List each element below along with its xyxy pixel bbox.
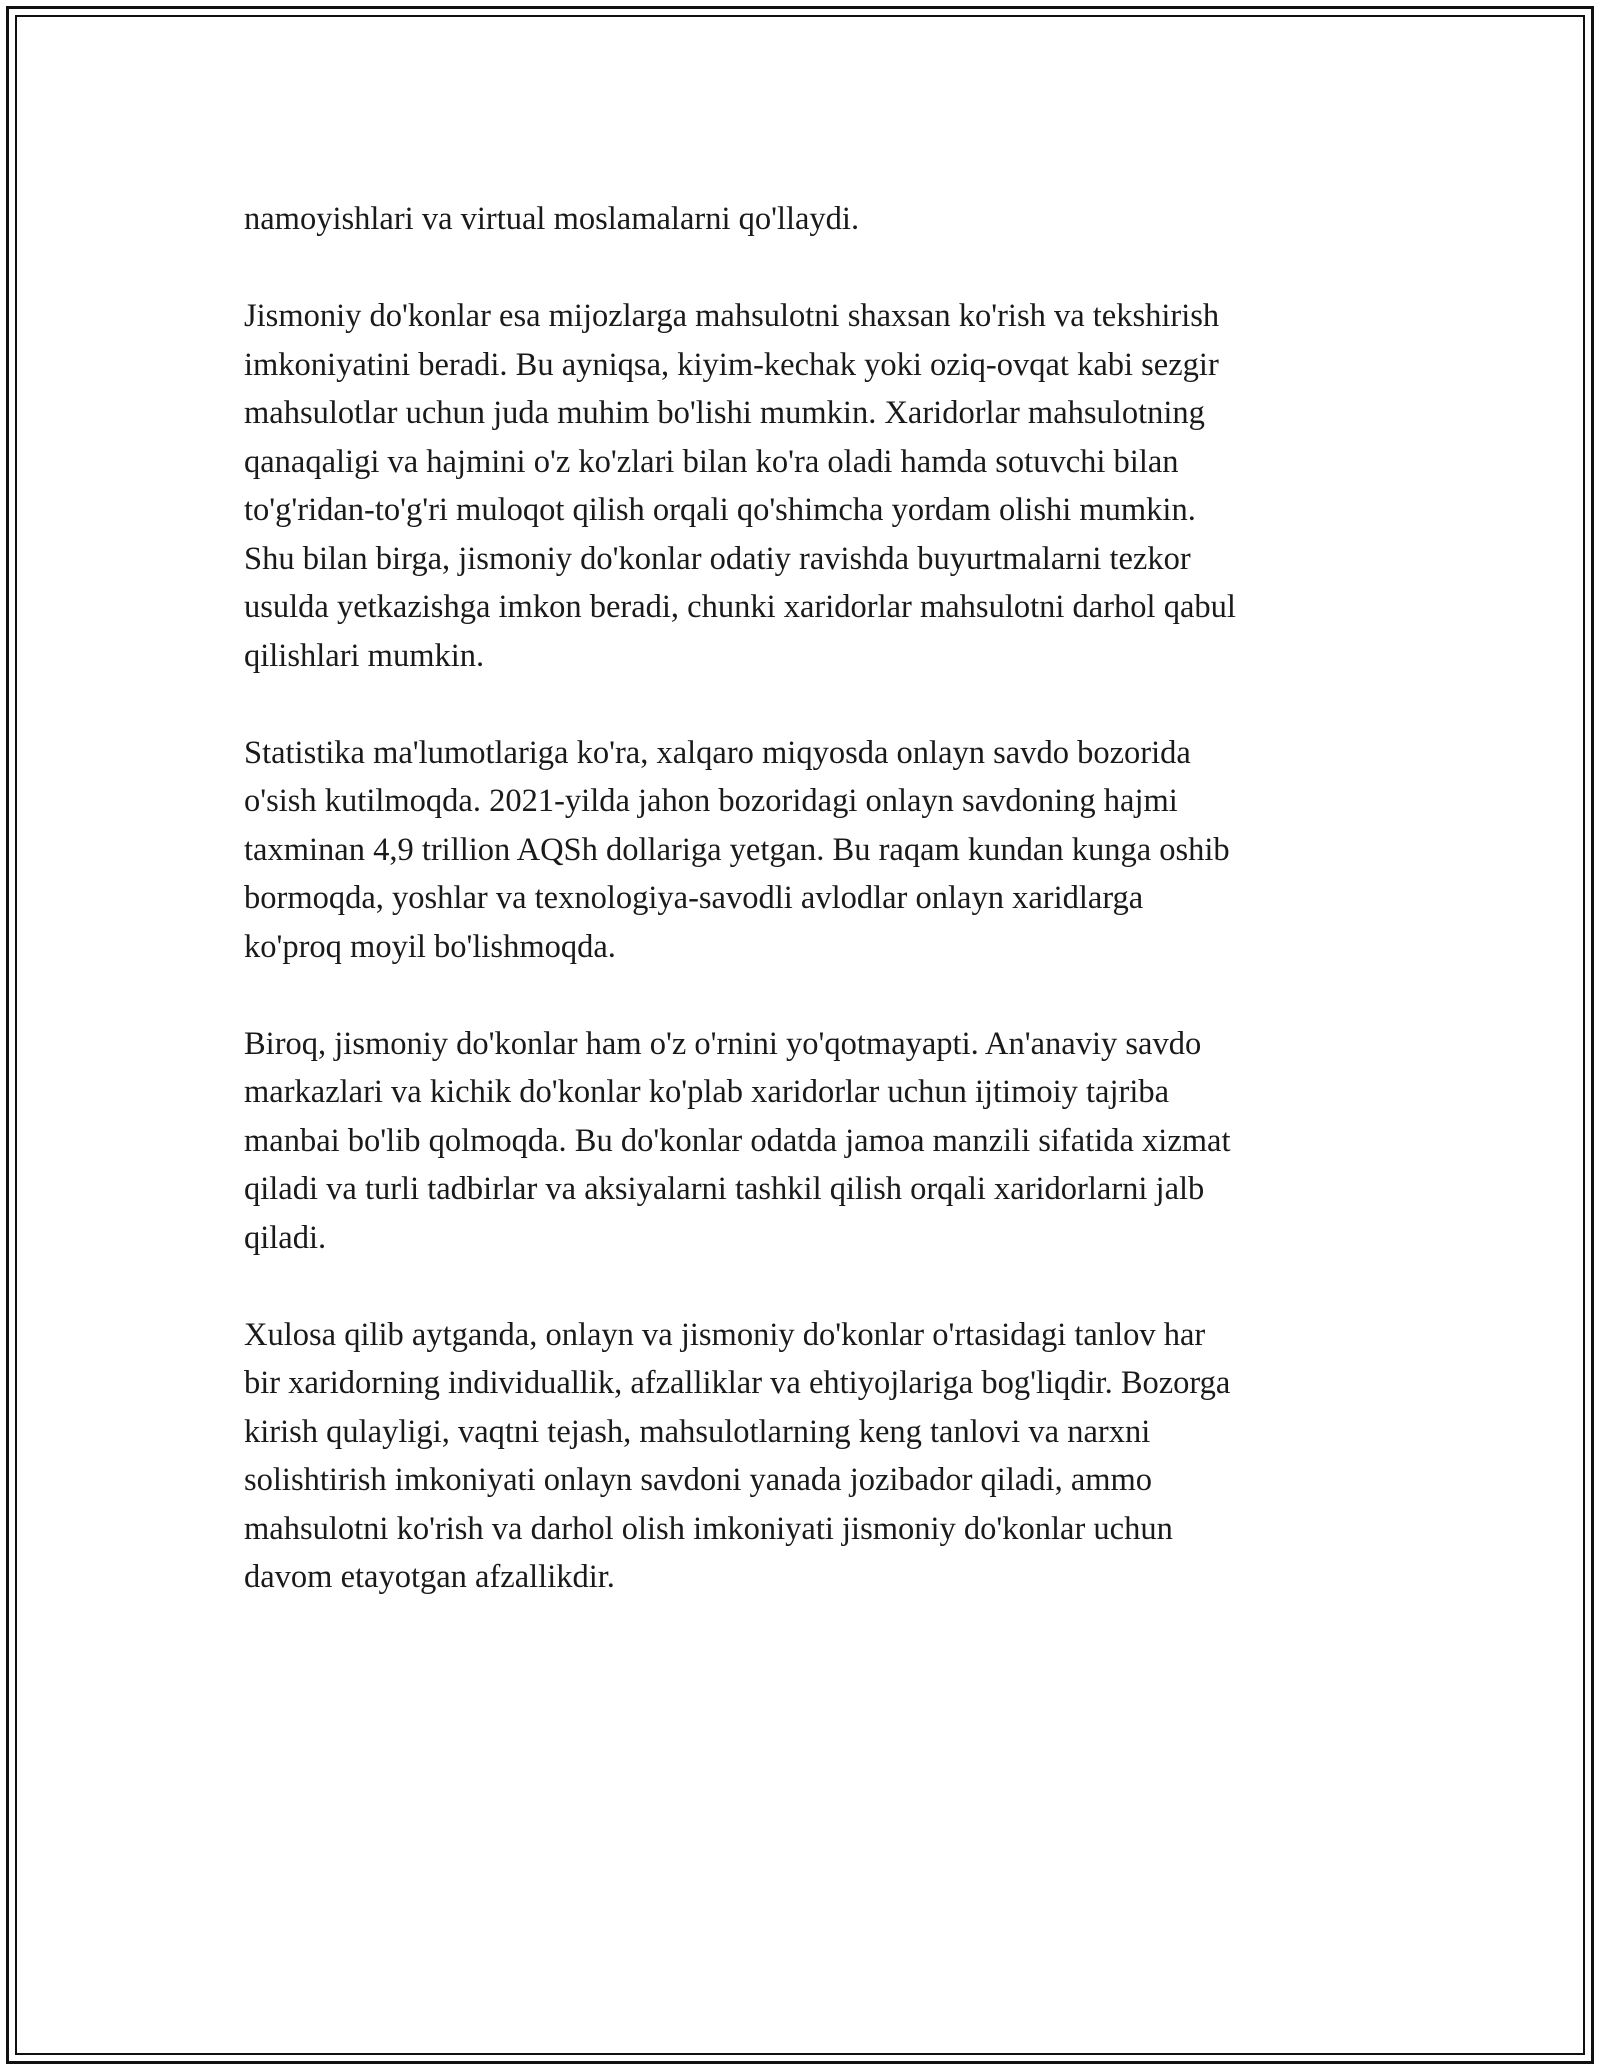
paragraph-3: Statistika ma'lumotlariga ko'ra, xalqaro miqyosda onlayn savdo bozorida o'sish kutilmoqda. 2021-yilda jahon bozoridagi onlayn savdoning hajmi taxminan 4,9 trillion AQSh dollariga yetgan. Bu raqam kundan kunga oshib bormoqda, yoshlar va texnologiya-savodli avlodlar onlayn xaridlarga ko'proq moyil bo'lishmoqda. bbox=[244, 734, 1230, 965]
paragraph-1: namoyishlari va virtual moslamalarni qo'llaydi. bbox=[244, 201, 860, 237]
document-body bbox=[244, 195, 1374, 1650]
page-frame bbox=[6, 6, 1594, 2064]
paragraph-5: Xulosa qilib aytganda, onlayn va jismoniy do'konlar o'rtasidagi tanlov har bir xaridorning individuallik, afzalliklar va ehtiyojlariga bog'liqdir. Bozorga kirish qulayligi, vaqtni tejash, mahsulotlarning keng tanlovi va narxni solishtirish imkoniyati onlayn savdoni yanada jozibador qiladi, ammo mahsulotni ko'rish va darhol olish imkoniyati jismoniy do'konlar uchun davom etayotgan afzallikdir. bbox=[244, 1316, 1231, 1595]
paragraph-2: Jismoniy do'konlar esa mijozlarga mahsulotni shaxsan ko'rish va tekshirish imkoniyatini beradi. Bu ayniqsa, kiyim-kechak yoki oziq-ovqat kabi sezgir mahsulotlar uchun juda muhim bo'lishi mumkin. Xaridorlar mahsulotning qanaqaligi va hajmini o'z ko'zlari bilan ko'ra oladi hamda sotuvchi bilan to'g'ridan-to'g'ri muloqot qilish orqali qo'shimcha yordam olishi mumkin. Shu bilan birga, jismoniy do'konlar odatiy ravishda buyurtmalarni tezkor usulda yetkazishga imkon beradi, chunki xaridorlar mahsulotni darhol qabul qilishlari mumkin. bbox=[244, 298, 1236, 674]
paragraph-4: Biroq, jismoniy do'konlar ham o'z o'rnini yo'qotmayapti. An'anaviy savdo markazlari va kichik do'konlar ko'plab xaridorlar uchun ijtimoiy tajriba manbai bo'lib qolmoqda. Bu do'konlar odatda jamoa manzili sifatida xizmat qiladi va turli tadbirlar va aksiyalarni tashkil qilish orqali xaridorlarni jalb qiladi. bbox=[244, 1025, 1231, 1256]
